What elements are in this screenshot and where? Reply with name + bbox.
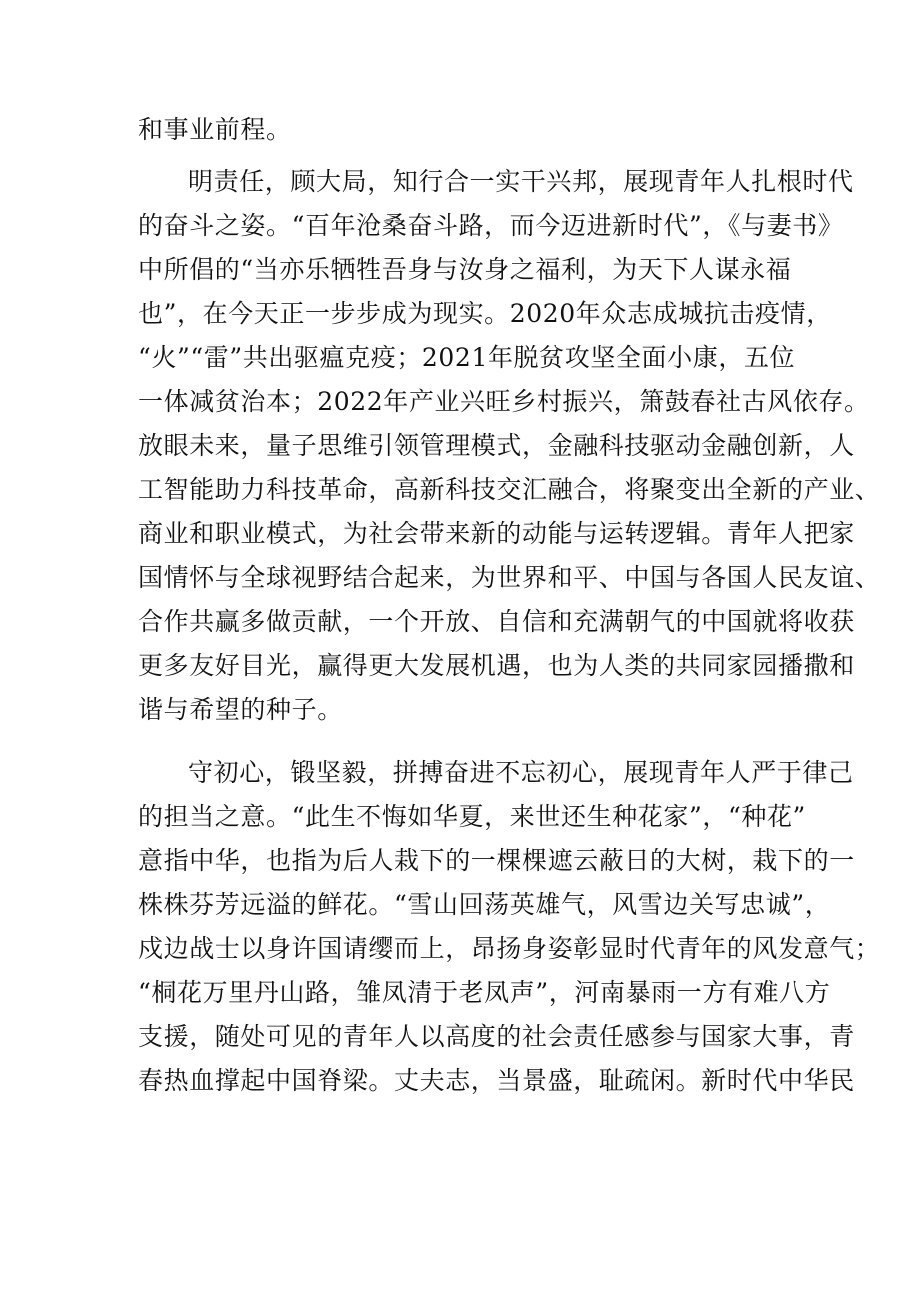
text-line: 中所倡的“当亦乐牺牲吾身与汝身之福利，为天下人谋永福 <box>138 255 792 284</box>
text-line: 春热血撑起中国脊梁。丈夫志，当景盛，耻疏闲。新时代中华民 <box>138 1066 855 1095</box>
text-line: 也”，在今天正一步步成为现实。2020年众志成城抗击疫情， <box>138 299 832 328</box>
paragraph-start-line: 守初心，锻坚毅，拼搏奋进不忘初心，展现青年人严于律己 <box>188 758 854 787</box>
text-line: 工智能助力科技革命，高新科技交汇融合，将聚变出全新的产业、 <box>138 475 881 504</box>
text-line: 商业和职业模式，为社会带来新的动能与运转逻辑。青年人把家 <box>138 519 855 548</box>
text-line: 戍边战士以身许国请缨而上，昂扬身姿彰显时代青年的风发意气； <box>138 934 881 963</box>
text-line: 更多友好目光，赢得更大发展机遇，也为人类的共同家园播撒和 <box>138 651 855 680</box>
text-line: 合作共赢多做贡献，一个开放、自信和充满朝气的中国就将收获 <box>138 607 855 636</box>
text-line: “火”“雷”共出驱瘟克疫；2021年脱贫攻坚全面小康，五位 <box>138 343 796 372</box>
text-line: 株株芬芳远溢的鲜花。“雪山回荡英雄气，风雪边关写忠诚”， <box>138 890 831 919</box>
text-line: 的担当之意。“此生不悔如华夏，来世还生种花家”，“种花” <box>138 802 806 831</box>
text-line: “桐花万里丹山路，雏凤清于老凤声”，河南暴雨一方有难八方 <box>138 978 831 1007</box>
text-line: 支援，随处可见的青年人以高度的社会责任感参与国家大事，青 <box>138 1022 855 1051</box>
paragraph-start-line: 明责任，顾大局，知行合一实干兴邦，展现青年人扎根时代 <box>188 167 854 196</box>
text-line: 国情怀与全球视野结合起来，为世界和平、中国与各国人民友谊、 <box>138 563 881 592</box>
text-line: 的奋斗之姿。“百年沧桑奋斗路，而今迈进新时代”，《与妻书》 <box>138 211 844 240</box>
text-line: 一体减贫治本；2022年产业兴旺乡村振兴，箫鼓春社古风依存。 <box>138 387 870 416</box>
text-line: 谐与希望的种子。 <box>138 695 343 724</box>
text-line: 意指中华，也指为后人栽下的一棵棵遮云蔽日的大树，栽下的一 <box>138 846 855 875</box>
text-line: 和事业前程。 <box>138 115 292 144</box>
text-line: 放眼未来，量子思维引领管理模式，金融科技驱动金融创新，人 <box>138 431 855 460</box>
